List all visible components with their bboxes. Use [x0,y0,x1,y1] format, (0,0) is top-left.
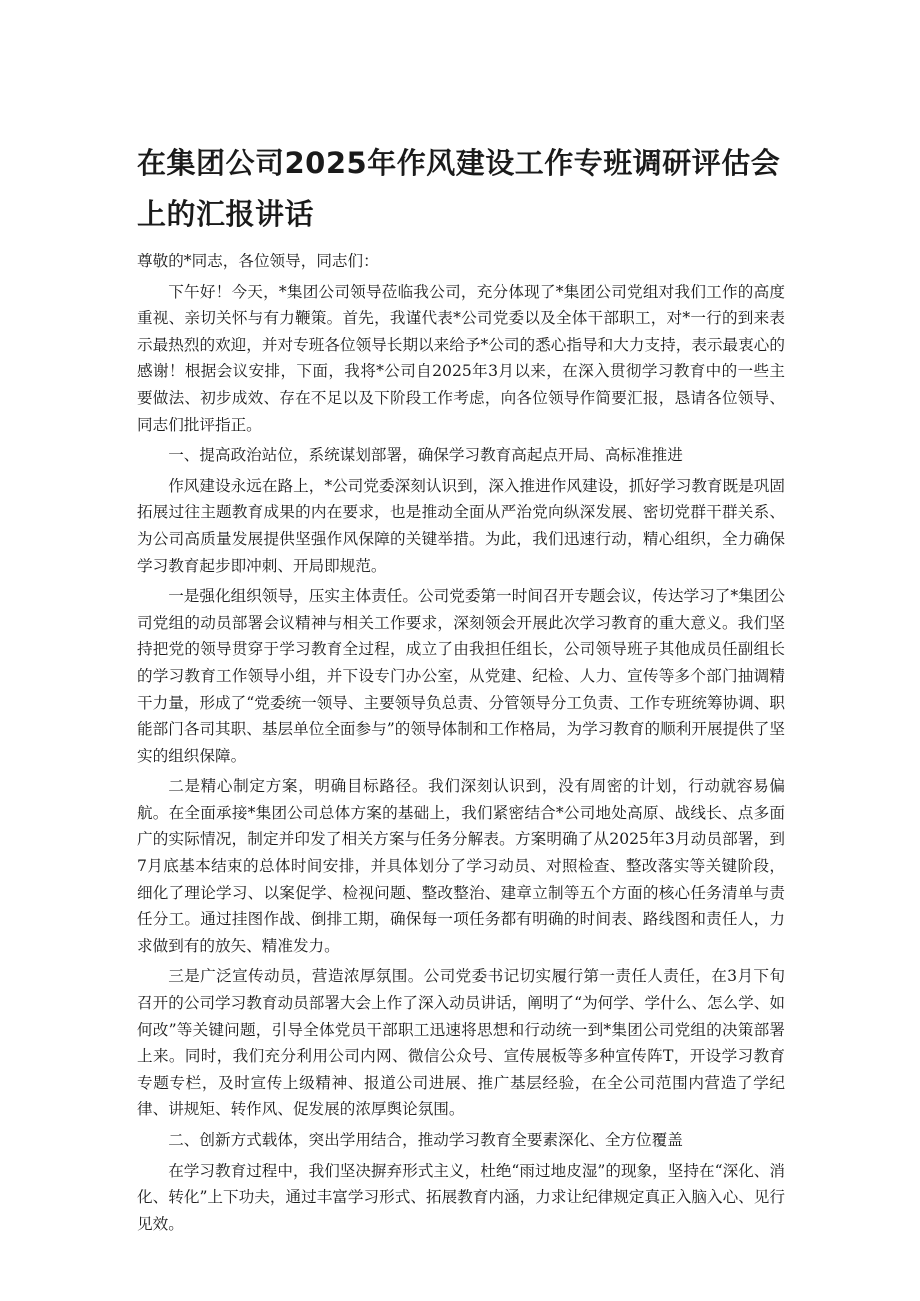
document-title: 在集团公司2025年作风建设工作专班调研评估会上的汇报讲话 [137,146,781,231]
paragraph-publicity: 三是广泛宣传动员，营造浓厚氛围。公司党委书记切实履行第一责任人责任，在3月下旬召开的公司学习教育动员部署大会上作了深入动员讲话，阐明了“为何学、学什么、怎么学、如何改”等关键问题，引导全体党员干部职工迅速将思想和行动统一到*集团公司党组的决策部署上来。同时，我们充分利用公司内网、微信公众号、宣传展板等多种宣传阵T，开设学习教育专题专栏，及时宣传上级精神、报道公司进展、推广基层经验，在全公司范围内营造了学纪律、讲规矩、转作风、促发展的浓厚舆论氛围。 [137,967,785,1119]
paragraph-planning: 二是精心制定方案，明确目标路径。我们深刻认识到，没有周密的计划，行动就容易偏航。在全面承接*集团公司总体方案的基础上，我们紧密结合*公司地处高原、战线长、点多面广的实际情况，制定并印发了相关方案与任务分解表。方案明确了从2025年3月动员部署，到7月底基本结束的总体时间安排，并具体划分了学习动员、对照检查、整改落实等关键阶段，细化了理论学习、以案促学、检视问题、整改整治、建章立制等五个方面的核心任务清单与责任分工。通过挂图作战、倒排工期，确保每一项任务都有明确的时间表、路线图和责任人，力求做到有的放矢、精准发力。 [137,777,785,955]
section-heading-2: 二、创新方式载体，突出学用结合，推动学习教育全要素深化、全方位覆盖 [168,1131,683,1149]
paragraph-organization: 一是强化组织领导，压实主体责任。公司党委第一时间召开专题会议，传达学习了*集团公司党组的动员部署会议精神与相关工作要求，深刻领会开展此次学习教育的重大意义。我们坚持把党的领导贯穿于学习教育全过程，成立了由我担任组长，公司领导班子其他成员任副组长的学习教育工作领导小组，并下设专门办公室，从党建、纪检、人力、宣传等多个部门抽调精干力量，形成了“党委统一领导、主要领导负总责、分管领导分工负责、工作专班统筹协调、职能部门各司其职、基层单位全面参与”的领导体制和工作格局，为学习教育的顺利开展提供了坚实的组织保障。 [137,587,785,765]
paragraph-section1-intro: 作风建设永远在路上，*公司党委深刻认识到，深入推进作风建设，抓好学习教育既是巩固拓展过往主题教育成果的内在要求，也是推动全面从严治党向纵深发展、密切党群干群关系、为公司高质量发展提供坚强作风保障的关键举措。为此，我们迅速行动，精心组织，全力确保学习教育起步即冲刺、开局即规范。 [137,476,785,575]
document-body [137,248,785,1237]
paragraph-section2-intro: 在学习教育过程中，我们坚决摒弃形式主义，杜绝“雨过地皮湿”的现象，坚持在“深化、消化、转化”上下功夫，通过丰富学习形式、拓展教育内涵，力求让纪律规定真正入脑入心、见行见效。 [137,1161,785,1233]
section-heading-1: 一、提高政治站位，系统谋划部署，确保学习教育高起点开局、高标准推进 [168,446,683,465]
paragraph-greeting: 下午好！今天，*集团公司领导莅临我公司，充分体现了*集团公司党组对我们工作的高度重视、亲切关怀与有力鞭策。首先，我谨代表*公司党委以及全体干部职工，对*一行的到来表示最热烈的欢迎，并对专班各位领导长期以来给予*公司的悉心指导和大力支持，表示最衷心的感谢！根据会议安排，下面，我将*公司自2025年3月以来，在深入贯彻学习教育中的一些主要做法、初步成效、存在不足以及下阶段工作考虑，向各位领导作简要汇报，恳请各位领导、同志们批评指正。 [137,282,785,434]
salutation: 尊敬的*同志，各位领导，同志们： [137,252,379,270]
